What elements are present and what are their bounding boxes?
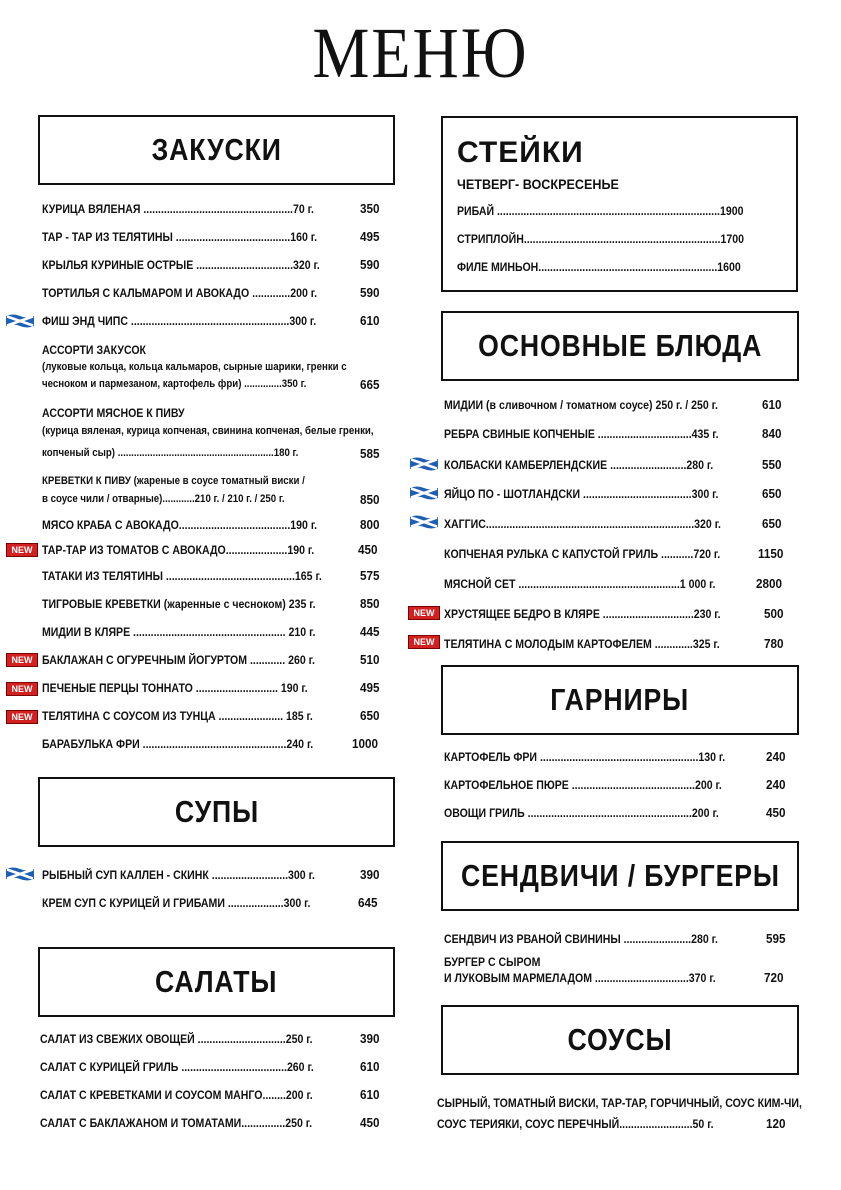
menu-item: БАКЛАЖАН С ОГУРЕЧНЫМ ЙОГУРТОМ ............ 260 г. bbox=[42, 653, 315, 667]
menu-item: СТРИПЛОЙН...................................................................1700 bbox=[457, 232, 744, 246]
menu-item-price: 450 bbox=[360, 1115, 380, 1130]
menu-item-price: 610 bbox=[762, 397, 782, 412]
menu-item-price: 800 bbox=[360, 517, 380, 532]
section-header-sousy bbox=[441, 1005, 799, 1075]
menu-item-price: 850 bbox=[360, 596, 380, 611]
menu-item: САЛАТ ИЗ СВЕЖИХ ОВОЩЕЙ ..............................250 г. bbox=[40, 1032, 313, 1046]
menu-item: ОВОЩИ ГРИЛЬ ........................................................200 г. bbox=[444, 806, 719, 820]
scotland-flag-icon bbox=[410, 514, 438, 530]
menu-item-price: 2800 bbox=[756, 576, 783, 591]
page-title: МЕНЮ bbox=[312, 13, 529, 93]
menu-item-price: 500 bbox=[764, 606, 784, 621]
new-badge-icon: NEW bbox=[6, 682, 38, 696]
menu-item-price: 665 bbox=[360, 377, 380, 392]
menu-item-price: 595 bbox=[766, 931, 786, 946]
menu-item: РЫБНЫЙ СУП КАЛЛЕН - СКИНК ..........................300 г. bbox=[42, 868, 315, 882]
menu-item: КРЕВЕТКИ К ПИВУ (жареные в соусе томатный виски / bbox=[42, 475, 305, 487]
section-header-osnovnye bbox=[441, 311, 799, 381]
menu-item-description: чесноком и пармезаном, картофель фри) ..............350 г. bbox=[42, 378, 307, 390]
menu-item-price: 610 bbox=[360, 313, 380, 328]
menu-item-price: 350 bbox=[360, 201, 380, 216]
menu-item: КАРТОФЕЛЬНОЕ ПЮРЕ ..........................................200 г. bbox=[444, 778, 722, 792]
menu-item-price: 610 bbox=[360, 1087, 380, 1102]
menu-item-description: копченый сыр) ..........................................................180 г. bbox=[42, 447, 299, 459]
menu-item: МИДИИ (в сливочном / томатном соусе) 250 г. / 250 г. bbox=[444, 398, 718, 412]
menu-item: МИДИИ В КЛЯРЕ .................................................... 210 г. bbox=[42, 625, 316, 639]
menu-item-price: 445 bbox=[360, 624, 380, 639]
menu-item: ФИШ ЭНД ЧИПС ......................................................300 г. bbox=[42, 314, 317, 328]
section-title: САЛАТЫ bbox=[155, 964, 278, 999]
menu-item-price: 575 bbox=[360, 568, 380, 583]
menu-item: ТЕЛЯТИНА С МОЛОДЫМ КАРТОФЕЛЕМ .............325 г. bbox=[444, 637, 720, 651]
menu-item-price: 495 bbox=[360, 229, 380, 244]
section-subtitle: ЧЕТВЕРГ- ВОСКРЕСЕНЬЕ bbox=[457, 176, 619, 192]
scotland-flag-icon bbox=[410, 456, 438, 472]
menu-item: КРЫЛЬЯ КУРИНЫЕ ОСТРЫЕ .................................320 г. bbox=[42, 258, 320, 272]
section-title: СЕНДВИЧИ / БУРГЕРЫ bbox=[460, 858, 780, 893]
menu-item: ПЕЧЕНЫЕ ПЕРЦЫ ТОННАТО ............................ 190 г. bbox=[42, 681, 308, 695]
section-title: ОСНОВНЫЕ БЛЮДА bbox=[477, 328, 763, 363]
menu-item-price: 610 bbox=[360, 1059, 380, 1074]
scotland-flag-icon bbox=[6, 313, 34, 329]
menu-item: ТИГРОВЫЕ КРЕВЕТКИ (жаренные с чесноком) 235 г. bbox=[42, 597, 316, 611]
menu-item: КОПЧЕНАЯ РУЛЬКА С КАПУСТОЙ ГРИЛЬ ...........720 г. bbox=[444, 547, 721, 561]
menu-item-price: 645 bbox=[358, 895, 378, 910]
menu-item-price: 590 bbox=[360, 257, 380, 272]
menu-item: МЯСО КРАБА С АВОКАДО......................................190 г. bbox=[42, 518, 318, 532]
menu-item-price: 650 bbox=[762, 486, 782, 501]
menu-item-description: (луковые кольца, кольца кальмаров, сырные шарики, гренки с bbox=[42, 361, 347, 373]
section-header-salaty bbox=[38, 947, 395, 1017]
menu-item: АССОРТИ МЯСНОЕ К ПИВУ bbox=[42, 406, 185, 420]
menu-item: МЯСНОЙ СЕТ .......................................................1 000 г. bbox=[444, 577, 716, 591]
menu-item-price: 585 bbox=[360, 446, 380, 461]
section-header-sendvichi bbox=[441, 841, 799, 911]
menu-item: БАРАБУЛЬКА ФРИ .................................................240 г. bbox=[42, 737, 314, 751]
menu-item-price: 550 bbox=[762, 457, 782, 472]
menu-item: АССОРТИ ЗАКУСОК bbox=[42, 343, 146, 357]
menu-item-price: 1000 bbox=[352, 736, 379, 751]
section-title: СТЕЙКИ bbox=[457, 136, 584, 169]
section-header-garniry bbox=[441, 665, 799, 735]
menu-item-price: 850 bbox=[360, 492, 380, 507]
section-title: СОУСЫ bbox=[567, 1022, 673, 1057]
menu-item-price: 840 bbox=[762, 426, 782, 441]
section-title: СУПЫ bbox=[174, 794, 259, 829]
menu-item-price: 120 bbox=[766, 1116, 786, 1131]
menu-item-price: 390 bbox=[360, 1031, 380, 1046]
scotland-flag-icon bbox=[410, 485, 438, 501]
menu-item: ТЕЛЯТИНА С СОУСОМ ИЗ ТУНЦА ...................... 185 г. bbox=[42, 709, 313, 723]
menu-item-price: 510 bbox=[360, 652, 380, 667]
menu-item: КРЕМ СУП С КУРИЦЕЙ И ГРИБАМИ ...................300 г. bbox=[42, 896, 311, 910]
menu-item-price: 780 bbox=[764, 636, 784, 651]
new-badge-icon: NEW bbox=[6, 543, 38, 557]
menu-item-price: 720 bbox=[764, 970, 784, 985]
sauces-list: СЫРНЫЙ, ТОМАТНЫЙ ВИСКИ, ТАР-ТАР, ГОРЧИЧНЫЙ, СОУС КИМ-ЧИ, bbox=[437, 1096, 802, 1110]
menu-item: И ЛУКОВЫМ МАРМЕЛАДОМ ................................370 г. bbox=[444, 971, 716, 985]
section-header-steiki bbox=[441, 116, 798, 292]
menu-item: ФИЛЕ МИНЬОН.............................................................1600 bbox=[457, 260, 741, 274]
section-header-supy bbox=[38, 777, 395, 847]
menu-item: ТАТАКИ ИЗ ТЕЛЯТИНЫ ............................................165 г. bbox=[42, 569, 322, 583]
menu-item: ХАГГИС.......................................................................320 г. bbox=[444, 517, 721, 531]
section-title: ГАРНИРЫ bbox=[550, 682, 690, 717]
menu-item-price: 390 bbox=[360, 867, 380, 882]
menu-item: САЛАТ С БАКЛАЖАНОМ И ТОМАТАМИ...............250 г. bbox=[40, 1116, 313, 1130]
menu-item: ЯЙЦО ПО - ШОТЛАНДСКИ .....................................300 г. bbox=[444, 487, 719, 501]
new-badge-icon: NEW bbox=[6, 710, 38, 724]
sauces-list: СОУС ТЕРИЯКИ, СОУС ПЕРЕЧНЫЙ.........................50 г. bbox=[437, 1117, 714, 1131]
menu-item-description: (курица вяленая, курица копченая, свинина копченая, белые гренки, bbox=[42, 425, 374, 437]
section-title: ЗАКУСКИ bbox=[151, 132, 282, 167]
menu-item-description: в соусе чили / отварные)............210 г. / 210 г. / 250 г. bbox=[42, 493, 285, 505]
menu-item-price: 1150 bbox=[758, 546, 784, 561]
menu-item-price: 240 bbox=[766, 777, 786, 792]
menu-item: РЕБРА СВИНЫЕ КОПЧЕНЫЕ ................................435 г. bbox=[444, 427, 719, 441]
menu-item: КОЛБАСКИ КАМБЕРЛЕНДСКИЕ ..........................280 г. bbox=[444, 458, 714, 472]
new-badge-icon: NEW bbox=[408, 635, 440, 649]
menu-item: САЛАТ С КУРИЦЕЙ ГРИЛЬ ....................................260 г. bbox=[40, 1060, 314, 1074]
menu-item: ТАР-ТАР ИЗ ТОМАТОВ С АВОКАДО.....................190 г. bbox=[42, 543, 315, 557]
menu-item-price: 650 bbox=[762, 516, 782, 531]
new-badge-icon: NEW bbox=[6, 653, 38, 667]
menu-item: РИБАЙ ............................................................................1900 bbox=[457, 204, 744, 218]
scotland-flag-icon bbox=[6, 866, 34, 882]
menu-item-price: 240 bbox=[766, 749, 786, 764]
new-badge-icon: NEW bbox=[408, 606, 440, 620]
menu-item: ТОРТИЛЬЯ С КАЛЬМАРОМ И АВОКАДО .............200 г. bbox=[42, 286, 318, 300]
menu-item-price: 650 bbox=[360, 708, 380, 723]
menu-item: ТАР - ТАР ИЗ ТЕЛЯТИНЫ .......................................160 г. bbox=[42, 230, 318, 244]
menu-item: ХРУСТЯЩЕЕ БЕДРО В КЛЯРЕ ...............................230 г. bbox=[444, 607, 721, 621]
menu-item-price: 450 bbox=[766, 805, 786, 820]
menu-item-price: 450 bbox=[358, 542, 378, 557]
menu-item: САЛАТ С КРЕВЕТКАМИ И СОУСОМ МАНГО........200 г. bbox=[40, 1088, 313, 1102]
menu-item: КАРТОФЕЛЬ ФРИ ......................................................130 г. bbox=[444, 750, 726, 764]
section-header-zakuski bbox=[38, 115, 395, 185]
menu-item: КУРИЦА ВЯЛЕНАЯ ...................................................70 г. bbox=[42, 202, 314, 216]
menu-item: СЕНДВИЧ ИЗ РВАНОЙ СВИНИНЫ .......................280 г. bbox=[444, 932, 718, 946]
menu-item-price: 495 bbox=[360, 680, 380, 695]
menu-item: БУРГЕР С СЫРОМ bbox=[444, 955, 541, 969]
menu-item-price: 590 bbox=[360, 285, 380, 300]
